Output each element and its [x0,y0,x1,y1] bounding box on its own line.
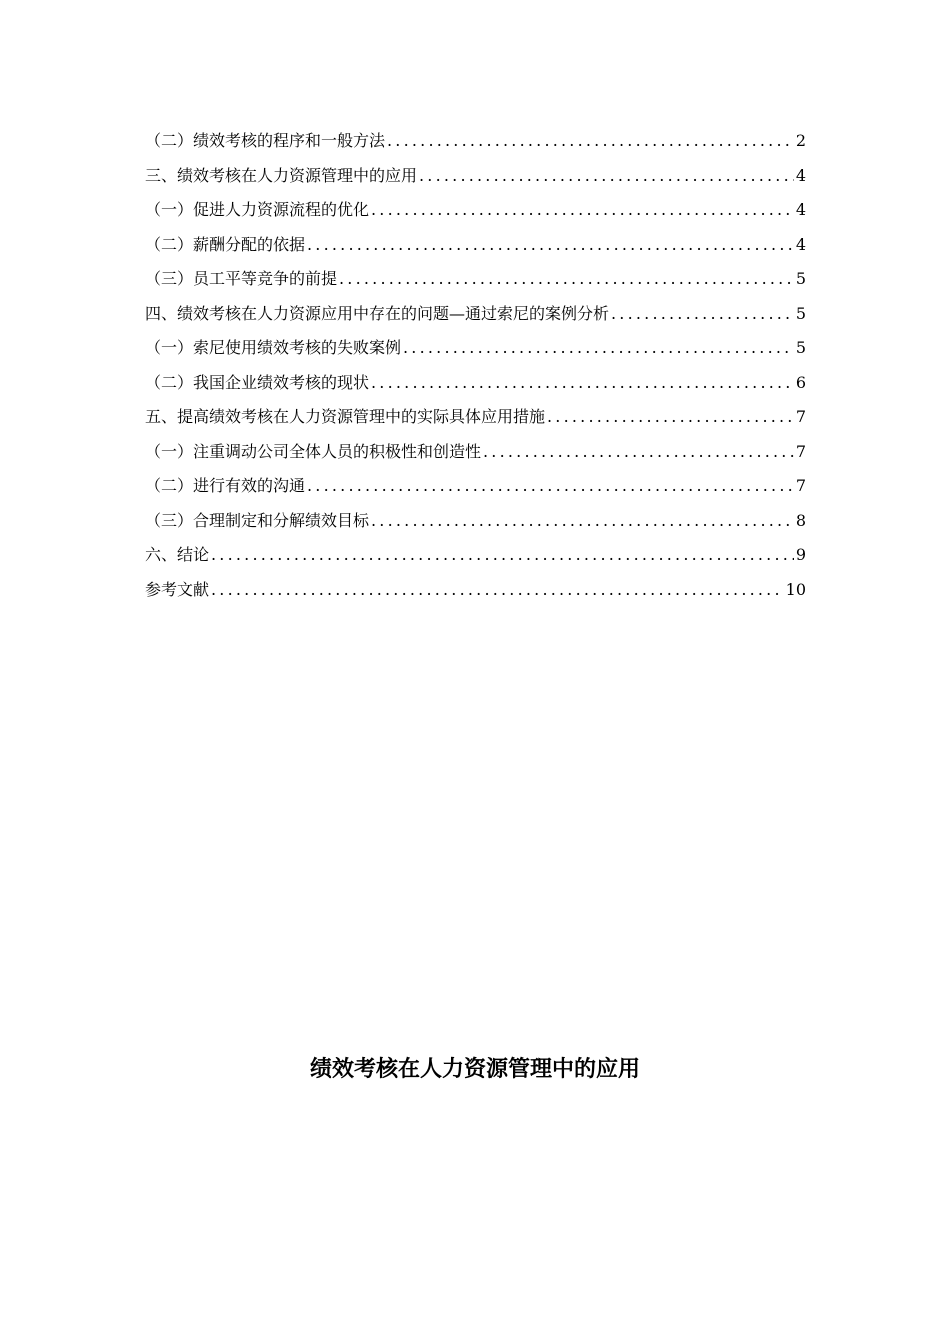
toc-entry-page-number: 4 [795,165,806,185]
toc-entry-page-number: 4 [795,234,806,254]
toc-entry-page-number: 7 [795,441,806,461]
document-title: 绩效考核在人力资源管理中的应用 [309,1057,640,1082]
toc-entry-label: （一）索尼使用绩效考核的失败案例 [145,338,402,357]
toc-entry-label: （二）进行有效的沟通 [145,476,306,495]
toc-entry-label: （二）薪酬分配的依据 [145,234,306,254]
toc-entry[interactable] [145,573,806,608]
toc-entry-label: （二）我国企业绩效考核的现状 [145,372,370,392]
toc-entry[interactable] [145,366,806,401]
toc-dot-leader [339,262,794,297]
toc-entry[interactable] [145,124,806,159]
toc-entry[interactable] [145,228,806,263]
toc-dot-leader [419,159,794,194]
toc-entry-label: （三）员工平等竞争的前提 [145,269,338,288]
toc-entry-page-number: 5 [795,303,806,323]
toc-entry[interactable] [145,297,806,332]
toc-dot-leader [483,435,794,470]
toc-entry[interactable] [145,331,806,366]
toc-entry-page-number: 5 [795,338,806,357]
toc-entry[interactable] [145,538,806,573]
toc-entry-label: 参考文献 [145,579,210,599]
toc-entry[interactable] [145,400,806,435]
toc-entry-page-number: 7 [795,407,806,426]
toc-entry-label: （一）注重调动公司全体人员的积极性和创造性 [145,441,482,461]
toc-entry[interactable] [145,435,806,470]
toc-dot-leader [307,228,794,263]
toc-entry-label: 五、提高绩效考核在人力资源管理中的实际具体应用措施 [145,407,546,426]
toc-dot-leader [387,124,794,159]
toc-entry[interactable] [145,193,806,228]
table-of-contents [145,124,806,607]
toc-entry-page-number: 9 [795,545,806,564]
toc-dot-leader [211,573,784,608]
toc-entry-page-number: 6 [795,372,806,392]
toc-dot-leader [547,400,794,435]
toc-dot-leader [211,538,794,573]
toc-dot-leader [307,469,794,504]
toc-dot-leader [611,297,794,332]
toc-entry[interactable] [145,262,806,297]
toc-dot-leader [403,331,794,366]
toc-entry-label: （二）绩效考核的程序和一般方法 [145,131,386,150]
toc-entry-page-number: 7 [795,476,806,495]
toc-entry-label: 四、绩效考核在人力资源应用中存在的问题—通过索尼的案例分析 [145,303,610,323]
toc-entry-page-number: 5 [795,269,806,288]
toc-dot-leader [371,193,794,228]
toc-entry-page-number: 8 [795,510,806,530]
toc-entry-page-number: 2 [795,131,806,150]
toc-entry-label: （一）促进人力资源流程的优化 [145,200,370,219]
toc-entry-page-number: 4 [795,200,806,219]
toc-entry[interactable] [145,469,806,504]
toc-entry[interactable] [145,159,806,194]
toc-entry-label: 六、结论 [145,545,210,564]
toc-dot-leader [371,366,794,401]
toc-entry-label: （三）合理制定和分解绩效目标 [145,510,370,530]
toc-entry-label: 三、绩效考核在人力资源管理中的应用 [145,165,418,185]
toc-entry[interactable] [145,504,806,539]
toc-entry-page-number: 10 [785,579,806,599]
toc-dot-leader [371,504,794,539]
